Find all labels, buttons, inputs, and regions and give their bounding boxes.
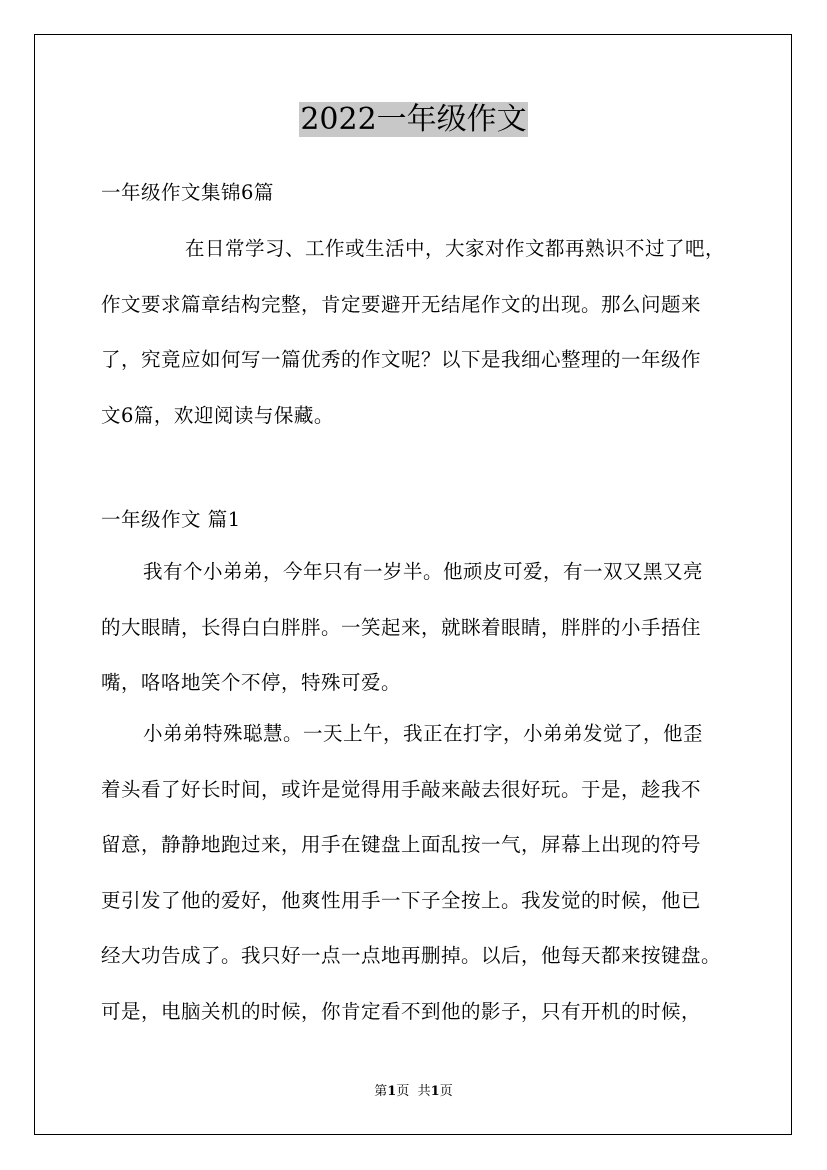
total-label-suffix: 页 [439, 1084, 453, 1099]
document-title [0, 98, 827, 142]
paragraph-1 [101, 544, 741, 711]
text-line: 我有个小弟弟，今年只有一岁半。他顽皮可爱，有一双又黑又亮 [143, 560, 704, 583]
text-line: 作文要求篇章结构完整，肯定要避开无结尾作文的出现。那么问题来 [101, 292, 702, 316]
text-line: 了，究竟应如何写一篇优秀的作文呢？以下是我细心整理的一年级作 [101, 348, 702, 371]
intro-paragraph [101, 221, 741, 443]
page-footer [0, 1083, 827, 1101]
text-line: 嘴，咯咯地笑个不停，特殊可爱。 [101, 671, 402, 694]
text-line: 留意，静静地跑过来，用手在键盘上面乱按一气，屏幕上出现的符号 [101, 833, 702, 856]
page-number: 1 [387, 1084, 397, 1099]
total-label-prefix: 共 [417, 1084, 431, 1099]
text-line: 小弟弟特殊聪慧。一天上午，我正在打字，小弟弟发觉了，他歪 [143, 722, 704, 745]
section-heading: 一年级作文 篇1 [101, 508, 241, 531]
title-text: 2022一年级作文 [300, 102, 527, 137]
text-line: 文6篇，欢迎阅读与保藏。 [101, 403, 334, 427]
paragraph-2 [101, 706, 741, 1039]
document-subtitle: 一年级作文集锦6篇 [101, 181, 274, 204]
text-line: 在日常学习、工作或生活中，大家对作文都再熟识不过了吧， [185, 237, 726, 260]
text-line: 着头看了好长时间，或许是觉得用手敲来敲去很好玩。于是，趁我不 [101, 777, 702, 801]
text-line: 的大眼睛，长得白白胖胖。一笑起来，就眯着眼睛，胖胖的小手捂住 [101, 615, 702, 639]
total-pages: 1 [430, 1084, 440, 1099]
text-line: 经大功告成了。我只好一点一点地再删掉。以后，他每天都来按键盘。 [101, 944, 722, 967]
page-label-suffix: 页 [396, 1084, 410, 1099]
text-line: 更引发了他的爱好，他爽性用手一下子全按上。我发觉的时候，他已 [101, 888, 702, 912]
text-line: 可是，电脑关机的时候，你肯定看不到他的影子，只有开机的时候， [101, 999, 702, 1023]
page-label-prefix: 第 [374, 1084, 388, 1099]
